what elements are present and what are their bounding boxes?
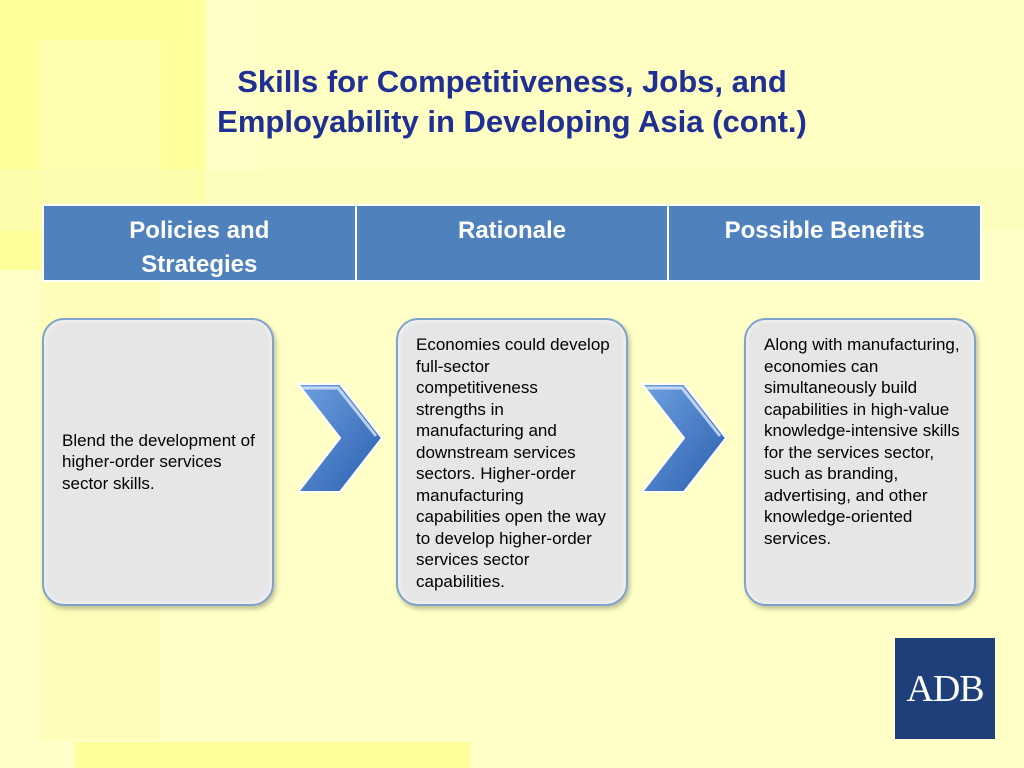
title-line-2: Employability in Developing Asia (cont.)	[217, 104, 807, 139]
benefits-text: Along with manufacturing, economies can simultaneously build capabilities in high-value knowledge-intensive skills for the services sector, such as branding, advertising, and other knowledge-oriented services.	[764, 335, 960, 548]
chevron-right-icon	[640, 382, 728, 494]
title-line-1: Skills for Competitiveness, Jobs, and	[237, 64, 787, 99]
header-table	[42, 204, 982, 282]
chevron-right-icon	[296, 382, 384, 494]
header-policies	[44, 206, 355, 280]
benefits-box	[744, 318, 976, 606]
header-policies-label: Policies and Strategies	[129, 217, 270, 278]
rationale-text: Economies could develop full-sector competitiveness strengths in manufacturing and downstream services sectors. Higher-order manufacturing capabilities open the way to develop higher-order services sector capabilities.	[416, 335, 610, 591]
policies-text: Blend the development of higher-order services sector skills.	[62, 430, 255, 493]
policies-box	[42, 318, 274, 606]
slide-title	[100, 62, 924, 142]
header-benefits: Possible Benefits	[669, 206, 980, 280]
rationale-box	[396, 318, 628, 606]
decorative-block	[75, 742, 470, 768]
adb-logo: ADB	[895, 638, 995, 739]
header-rationale: Rationale	[357, 206, 668, 280]
